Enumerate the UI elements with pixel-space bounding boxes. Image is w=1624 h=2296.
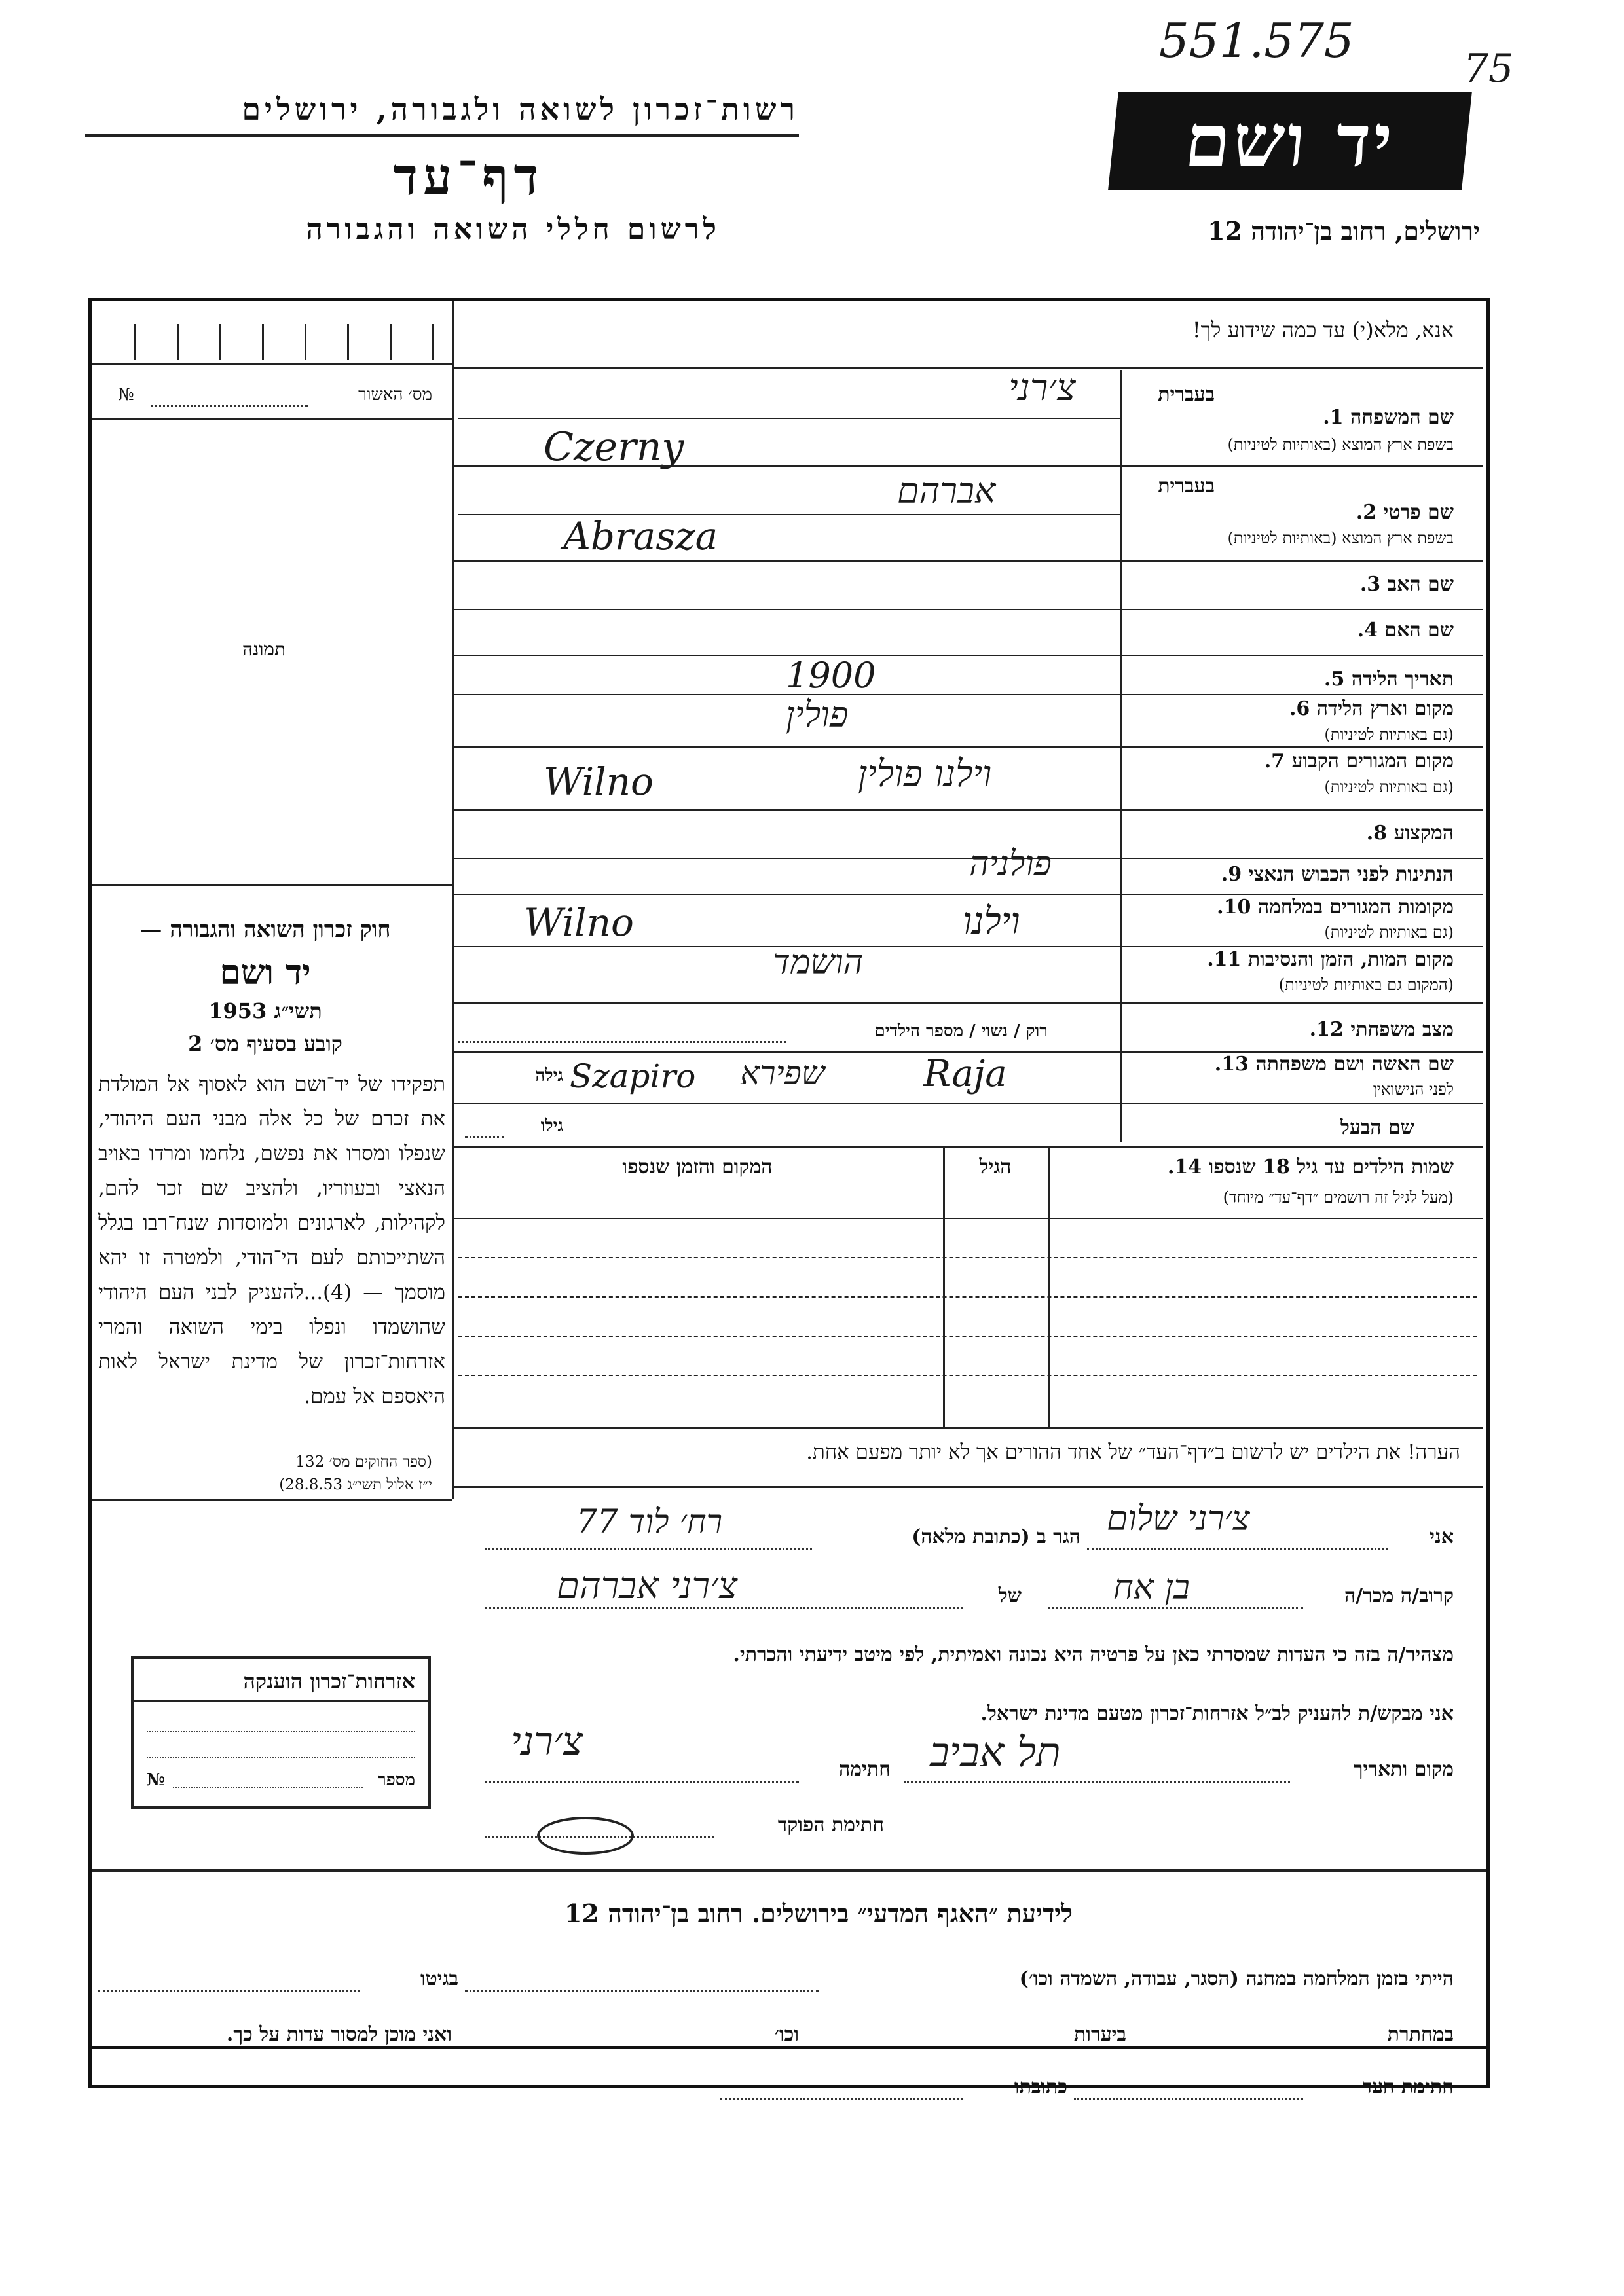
field-12-line [458, 1041, 786, 1043]
field-5-rule [452, 694, 1483, 695]
field-10-number: 10. [1217, 896, 1251, 919]
field-2-number: 2. [1356, 501, 1377, 524]
field-4-label-text: שם האם [1384, 619, 1454, 642]
children-label-text: שמות הילדים עד גיל 18 שנספו [1208, 1156, 1454, 1178]
field-1-label-text: שם המשפחה [1350, 406, 1454, 429]
approval-number-line [151, 405, 308, 407]
field-8-number: 8. [1366, 822, 1388, 845]
field-9-value[interactable]: פולניה [969, 845, 1052, 884]
field-9-label [1126, 863, 1454, 886]
declarant-i-value[interactable]: צ׳רני שלום [1107, 1499, 1250, 1539]
field-9-rule [452, 894, 1483, 895]
children-label [1054, 1156, 1454, 1178]
field-10-value-latin[interactable]: Wilno [524, 900, 634, 945]
photo-rule [92, 884, 452, 886]
declarant-of-label: של [998, 1584, 1022, 1607]
field-5-value[interactable]: 1900 [786, 655, 876, 696]
signature-value[interactable]: צ׳רני [511, 1719, 583, 1764]
field-1-sub: בשפת ארץ המוצא (באותיות לטיניות) [1227, 435, 1454, 454]
field-13-sub: לפני הנישואין [1373, 1080, 1454, 1099]
field-2-mid-rule [458, 514, 1120, 515]
note-text: הערה! את הילדים יש לרשום ב״דף־העד״ של אחד ההורים אך לא יותר מפעם אחת. [806, 1440, 1460, 1464]
children-row-2 [458, 1296, 1477, 1298]
citizenship-no-sign: № [147, 1770, 166, 1790]
request-text: אני מבקש/ת להעניק לב״ל אזרחות־זכרון מטעם מדינת ישראל. [980, 1702, 1454, 1725]
field-6-label [1126, 697, 1454, 720]
children-age-col-right [1048, 1146, 1050, 1427]
field-6-label-text: מקום וארץ הלידה [1316, 697, 1454, 720]
husband-label: שם הבעל [1340, 1116, 1414, 1139]
labels-column-divider [1120, 370, 1122, 1142]
children-sub: (מעל לגיל זה רושמים ״דף־עד״ מיוחד) [1223, 1188, 1454, 1207]
field-10-label [1126, 896, 1454, 919]
children-age-col-left [943, 1146, 945, 1427]
declarant-of-value[interactable]: צ׳רני אברהם [557, 1565, 738, 1607]
field-2-hebrew-tag: בעברית [1158, 475, 1215, 498]
declarant-i-label: אני [1430, 1525, 1454, 1548]
children-row-4 [458, 1375, 1477, 1376]
field-8-label [1126, 822, 1454, 845]
field-1-label [1264, 406, 1454, 429]
officer-signature-label: חתימת הפוקד [777, 1813, 884, 1836]
field-7-sub: (גם באותיות לטיניות) [1324, 778, 1454, 796]
field-13-label-text: שם האשה ושם משפחתה [1255, 1053, 1454, 1076]
header-rule [85, 134, 799, 137]
field-7-value-latin[interactable]: Wilno [544, 759, 654, 804]
field-8-label-text: המקצוע [1393, 822, 1454, 845]
field-12-label [1126, 1018, 1454, 1041]
field-4-label [1126, 619, 1454, 642]
field-6-sub: (גם באותיות לטיניות) [1324, 725, 1454, 744]
field-5-number: 5. [1324, 668, 1345, 691]
bottom-line-3-dots-1 [1074, 2098, 1303, 2100]
field-2-value-hebrew[interactable]: אברהם [897, 470, 996, 511]
declarant-i-line [1087, 1548, 1388, 1550]
field-10-sub: (גם באותיות לטיניות) [1324, 923, 1454, 941]
field-12-label-text: מצב משפחתי [1350, 1018, 1454, 1041]
field-7-label-text: מקום המגורים הקבוע [1291, 750, 1454, 773]
archive-number: 551.575 [1159, 13, 1354, 68]
field-1-mid-rule [458, 418, 1120, 419]
approval-label: מס׳ האשור [358, 385, 432, 405]
field-1-value-latin[interactable]: Czerny [544, 424, 684, 470]
field-2-label-text: שם פרטי [1383, 501, 1454, 524]
field-1-number: 1. [1323, 406, 1344, 429]
law-clause: קובע בסעיף מס׳ 2 [188, 1031, 342, 1056]
photo-label: תמונה [242, 638, 286, 660]
citizenship-box [131, 1656, 431, 1809]
field-4-number: 4. [1357, 619, 1378, 642]
declarant-lives-value[interactable]: רח׳ לוד 77 [576, 1503, 723, 1540]
bottom-line-2-mid1: ביערות [1073, 2023, 1126, 2046]
yad-vashem-logo [1108, 92, 1472, 190]
field-2-label [1264, 501, 1454, 524]
field-5-label [1126, 668, 1454, 691]
declarant-of-line [485, 1607, 963, 1609]
field-8-rule [452, 858, 1483, 859]
children-header-rule [452, 1218, 1483, 1219]
field-13-label [1126, 1053, 1454, 1076]
field-13-value-latin[interactable]: Szapiro [570, 1057, 696, 1095]
field-11-value[interactable]: הושמד [773, 943, 864, 982]
field-13-value-hebrew[interactable]: שפירא [740, 1054, 825, 1092]
bottom-line-3-start: חתימת העד [1362, 2075, 1454, 2098]
field-5-label-text: תאריך הלידה [1351, 668, 1454, 691]
institution-name: רשות־זכרון לשואה ולגבורה, ירושלים [242, 92, 799, 127]
field-13-number: 13. [1214, 1053, 1249, 1076]
field-7-rule [452, 809, 1483, 811]
field-10-label-text: מקומות המגורים במלחמה [1257, 896, 1454, 919]
field-13-rule [452, 1103, 1483, 1104]
field-2-value-latin[interactable]: Abrasza [563, 514, 718, 558]
corner-mark: 75 [1464, 46, 1514, 92]
children-row-1 [458, 1257, 1477, 1258]
children-place-header: המקום והזמן שנספו [622, 1156, 773, 1178]
signature-label: חתימה [839, 1758, 891, 1781]
field-7-label [1126, 750, 1454, 773]
field-11-sub: (המקום גם באותיות לטיניות) [1278, 975, 1454, 994]
children-row-3 [458, 1336, 1477, 1337]
field-1-hebrew-tag: בעברית [1158, 383, 1215, 406]
field-10-rule [452, 946, 1483, 947]
field-11-label [1126, 948, 1454, 971]
form-title: דף־עד [393, 147, 544, 207]
left-column-divider [452, 301, 454, 1499]
header-address: ירושלים, רחוב בן־יהודה 12 [1208, 216, 1480, 246]
approval-rule [92, 418, 452, 420]
husband-rule [452, 1146, 1483, 1148]
citizenship-box-title: אזרחות־זכרון הוענקה [134, 1659, 428, 1702]
field-7-number: 7. [1264, 750, 1285, 773]
field-13-value-first-name[interactable]: Raja [923, 1053, 1007, 1095]
bottom-line-3-dots-2 [720, 2098, 963, 2100]
field-13-age-label: גילה [535, 1066, 563, 1085]
field-11-number: 11. [1207, 948, 1242, 971]
field-1-rule [452, 465, 1483, 467]
field-4-rule [452, 655, 1483, 656]
law-text: תפקידו של יד־ושם הוא לאסוף אל המולדת את זכרם של כל אלה מבני העם היהודי, שנפלו ומסרו את נפשם, נלחמו ומרדו באויב הנאצי ובעוזריו, ולהציב שם זכר להם, לקהילות, לארגונים ולמוסדות שנח־רבו בגלל השתייכותם לעם הי־הודי, ולמטרה זו יהא מוסמך — (4)...להעניק לבני העם היהודי שהושמדו ונפלו בימי השואה והמרי אזרחות־זכרון של מדינת ישראל לאות היאספם אל עמם. [98, 1072, 445, 1408]
field-3-number: 3. [1359, 573, 1381, 596]
form-subtitle: לרשום חללי השואה והגבורה [306, 213, 720, 246]
citizenship-no-label: מספר [377, 1770, 415, 1790]
law-title: חוק זכרון השואה והגבורה — [139, 917, 391, 943]
bottom-line-3-mid: כתובתו [1014, 2075, 1067, 2098]
bottom-frame [88, 1869, 1490, 2049]
bottom-line-1-end: בגיטו [420, 1967, 458, 1990]
bottom-line-1-start: הייתי בזמן המלחמה במחנה (הסגר, עבודה, השמדה וכו׳) [1019, 1967, 1454, 1990]
field-2-sub: בשפת ארץ המוצא (באותיות לטיניות) [1227, 529, 1454, 547]
husband-age-label: גילו [540, 1116, 563, 1136]
declarant-lives-label: הגר ב (כתובת מלאה) [912, 1525, 1080, 1548]
law-reference-2: י״ז אלול תשי״ג 28.8.53) [279, 1476, 432, 1493]
field-2-rule [452, 560, 1483, 562]
left-bottom-rule [92, 1499, 452, 1501]
children-number: 14. [1167, 1156, 1202, 1178]
declarant-relative-label: קרוב/ה מכר/ה [1344, 1584, 1454, 1607]
husband-age-line [465, 1136, 504, 1138]
officer-signature-scribble [537, 1817, 634, 1855]
field-9-number: 9. [1221, 863, 1242, 886]
field-10-value-hebrew[interactable]: וילנו [963, 900, 1020, 943]
field-3-label [1126, 573, 1454, 596]
field-7-value-hebrew[interactable]: וילנו פולין [858, 753, 992, 795]
instruction-rule [452, 367, 1483, 369]
field-11-label-text: מקום המות, הזמן והנסיבות [1247, 948, 1454, 971]
children-bottom-rule [452, 1427, 1483, 1429]
declaration-text: מצהיר/ה בזה כי העדות שמסרתי כאן על פרטיה היא נכונה ואמיתית, לפי מיטב ידיעתי והכרתי. [733, 1643, 1454, 1666]
place-date-value[interactable]: תל אביב [930, 1728, 1061, 1776]
place-date-line [904, 1781, 1290, 1783]
field-3-rule [452, 609, 1483, 610]
children-age-header: הגיל [979, 1156, 1012, 1178]
place-date-label: מקום ותאריך [1353, 1758, 1454, 1781]
field-12-number: 12. [1309, 1018, 1344, 1041]
signature-line [485, 1781, 799, 1783]
field-9-label-text: הנתינות לפני הכבוש הנאצי [1248, 863, 1454, 886]
logo-text: יד ושם [1181, 98, 1399, 183]
field-1-value-hebrew[interactable]: צ׳רני [1008, 367, 1076, 409]
bottom-title: לידיעת ״האגף המדעי״ בירושלים. רחוב בן־יהודה 12 [564, 1899, 1073, 1928]
top-tick-marks [95, 324, 452, 360]
field-6-rule [452, 746, 1483, 748]
approval-no-sign: № [118, 385, 134, 405]
law-year: תשי״ג 1953 [208, 998, 322, 1023]
field-3-label-text: שם האב [1387, 573, 1454, 596]
left-top-rule [92, 363, 452, 365]
field-12-options[interactable]: רוק / נשוי / מספר הילדים [874, 1021, 1048, 1041]
instruction-text: אנא, מלא(י) עד כמה שידוע לך! [1192, 318, 1454, 342]
declarant-relative-value[interactable]: בן אח [1113, 1568, 1190, 1607]
note-rule [452, 1486, 1483, 1488]
field-6-value[interactable]: פולין [786, 694, 849, 735]
declarant-lives-line [485, 1548, 812, 1550]
law-reference-1: (ספר החוקים מס׳ 132 [295, 1453, 432, 1470]
bottom-line-2-mid2: וכו׳ [775, 2023, 799, 2046]
declarant-relative-line [1048, 1607, 1303, 1609]
field-6-number: 6. [1289, 697, 1310, 720]
bottom-line-2-start: במחתרת [1387, 2023, 1454, 2046]
law-name: יד ושם [219, 953, 311, 993]
bottom-line-2-end: ואני מוכן למסור עדות על כך. [226, 2023, 452, 2046]
field-11-rule [452, 1002, 1483, 1004]
